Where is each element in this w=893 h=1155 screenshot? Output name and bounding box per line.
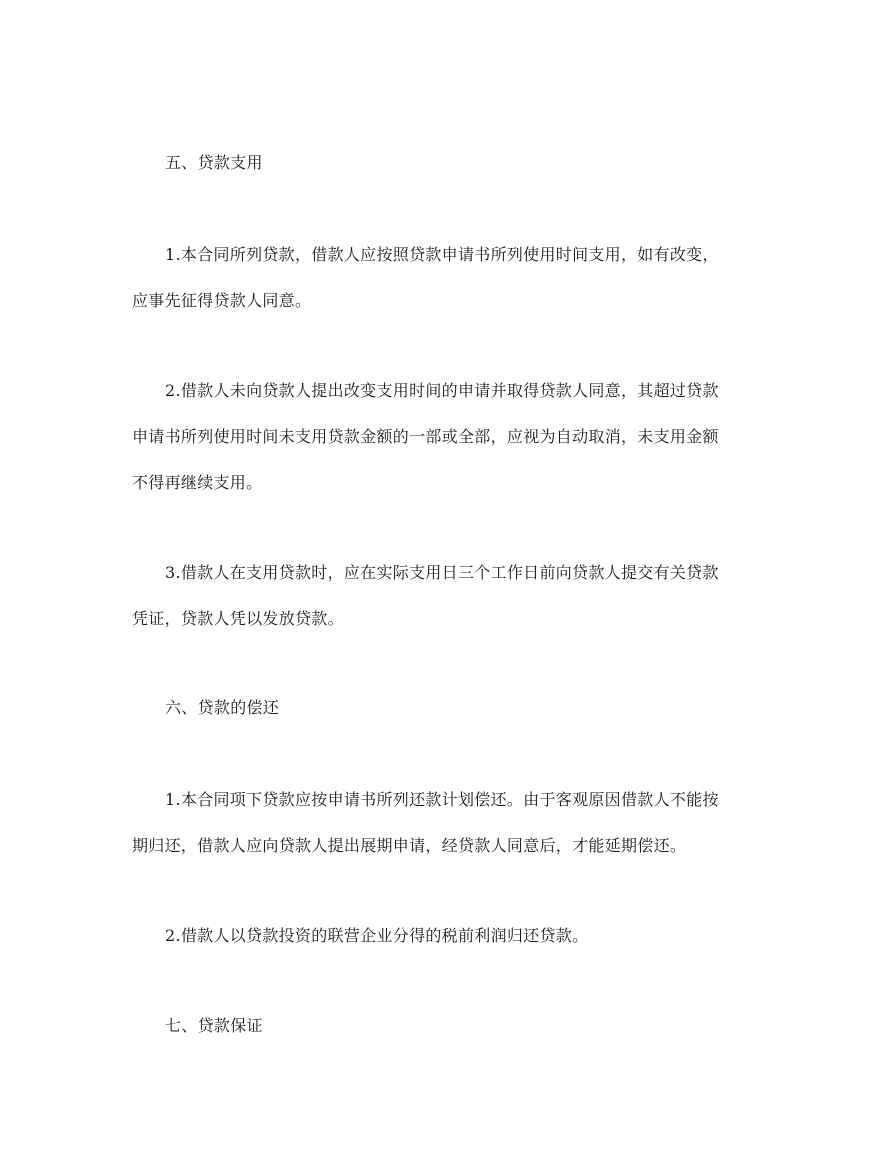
- section-heading: 七、贷款保证: [165, 1016, 263, 1035]
- paragraph-line: 2.借款人未向贷款人提出改变支用时间的申请并取得贷款人同意，其超过贷款: [165, 381, 719, 400]
- paragraph-line: 不得再继续支用。: [132, 473, 263, 492]
- section-heading: 六、贷款的偿还: [165, 698, 280, 717]
- paragraph-line: 申请书所列使用时间未支用贷款金额的一部或全部，应视为自动取消，未支用金额: [132, 427, 719, 446]
- paragraph-line: 应事先征得贷款人同意。: [132, 291, 312, 310]
- paragraph-line: 期归还，借款人应向贷款人提出展期申请，经贷款人同意后，才能延期偿还。: [132, 836, 687, 855]
- section-heading: 五、贷款支用: [165, 153, 263, 172]
- paragraph-line: 3.借款人在支用贷款时，应在实际支用日三个工作日前向贷款人提交有关贷款: [165, 563, 719, 582]
- paragraph-line: 1.本合同项下贷款应按申请书所列还款计划偿还。由于客观原因借款人不能按: [165, 790, 719, 809]
- paragraph-line: 2.借款人以贷款投资的联营企业分得的税前利润归还贷款。: [165, 926, 589, 945]
- paragraph-line: 凭证，贷款人凭以发放贷款。: [132, 609, 344, 628]
- paragraph-line: 1.本合同所列贷款，借款人应按照贷款申请书所列使用时间支用，如有改变，: [165, 245, 719, 264]
